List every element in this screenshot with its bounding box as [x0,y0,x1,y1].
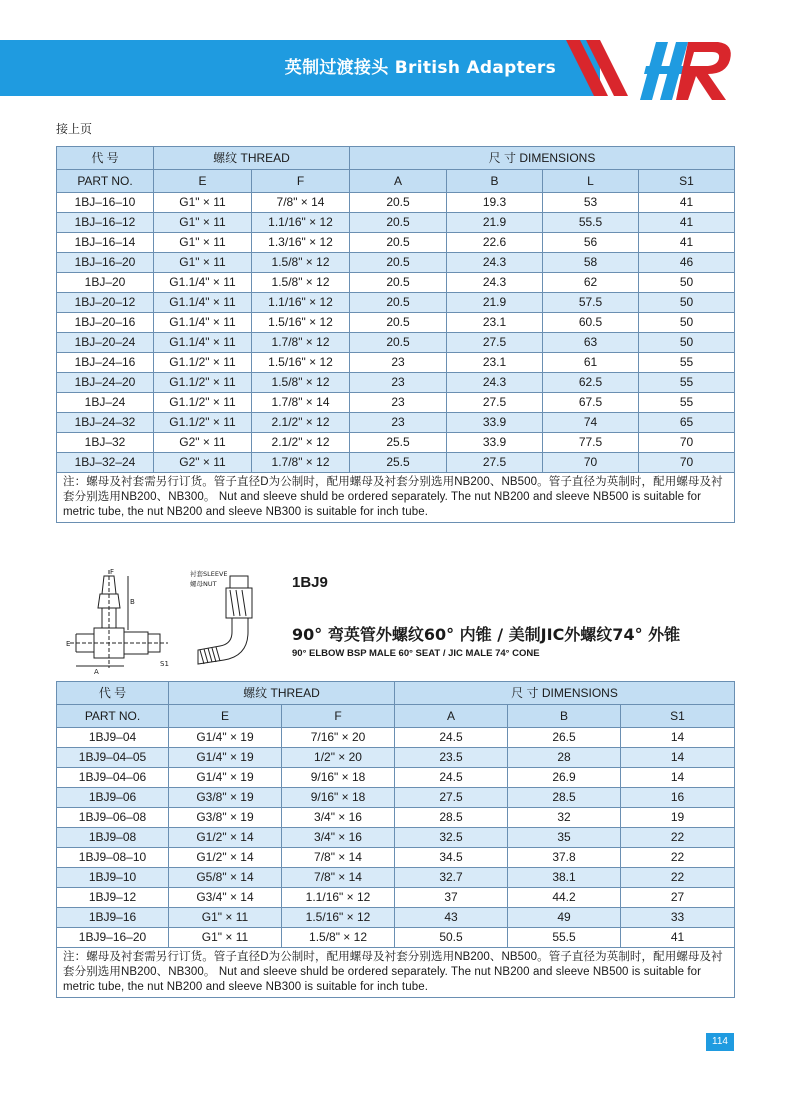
table-cell: 1BJ9–04–05 [57,748,169,768]
col-header-b: B [508,705,621,728]
table-row [57,193,735,213]
table-cell: 22 [621,868,735,888]
table-cell: 24.3 [447,373,543,393]
table-cell: G5/8" × 14 [169,868,282,888]
table-cell: G1.1/2" × 11 [154,393,252,413]
table-row [57,808,735,828]
code-header-cn: 代 号 [57,147,154,170]
table-cell: G1.1/4" × 11 [154,293,252,313]
page-number: 114 [706,1033,734,1051]
table-cell: 24.5 [395,728,508,748]
table-cell: 1.1/16" × 12 [252,293,350,313]
product-code: 1BJ9 [292,574,328,591]
table-cell: 22 [621,828,735,848]
table-cell: 62 [543,273,639,293]
table-cell: 1.5/8" × 12 [252,253,350,273]
table-cell: 23 [350,373,447,393]
thread-header: 螺纹 THREAD [154,147,350,170]
table-cell: 32.7 [395,868,508,888]
dimension-drawing [64,568,174,676]
table-cell: 56 [543,233,639,253]
table-cell: 41 [639,233,735,253]
table-cell: 34.5 [395,848,508,868]
table-cell: 65 [639,413,735,433]
dim-label-b: B [130,598,135,606]
table-cell: 1BJ–16–10 [57,193,154,213]
table-cell: 63 [543,333,639,353]
table-cell: G1.1/2" × 11 [154,373,252,393]
table-cell: G1" × 11 [169,908,282,928]
table-cell: 27.5 [447,333,543,353]
table-cell: 62.5 [543,373,639,393]
table-cell: 9/16" × 18 [282,788,395,808]
table-cell: 1.1/16" × 12 [252,213,350,233]
table-cell: 74 [543,413,639,433]
table-cell: 24.3 [447,253,543,273]
table-cell: 33.9 [447,413,543,433]
table-cell: 27.5 [395,788,508,808]
table-cell: G2" × 11 [154,453,252,473]
table-row [57,433,735,453]
table-cell: 50 [639,313,735,333]
table-cell: 41 [639,193,735,213]
dim-label-s1: S1 [160,660,169,668]
table-cell: G1" × 11 [154,213,252,233]
table-cell: 1BJ9–08–10 [57,848,169,868]
table-cell: G1/4" × 19 [169,748,282,768]
table-cell: 1BJ9–06 [57,788,169,808]
col-header-s1: S1 [621,705,735,728]
table-cell: 27.5 [447,393,543,413]
table-cell: 1BJ–24–16 [57,353,154,373]
table-cell: 60.5 [543,313,639,333]
col-header-e: E [169,705,282,728]
table-cell: 3/4" × 16 [282,828,395,848]
col-header-s1: S1 [639,170,735,193]
table-cell: 50.5 [395,928,508,948]
table-row [57,908,735,928]
page-title: 英制过渡接头 British Adapters [284,58,556,78]
table-cell: 21.9 [447,213,543,233]
table-cell: 1BJ–20–24 [57,333,154,353]
table-cell: 20.5 [350,313,447,333]
table-cell: 1BJ–32–24 [57,453,154,473]
table-cell: 1BJ9–16 [57,908,169,928]
table-cell: 1BJ9–16–20 [57,928,169,948]
table-cell: 1BJ9–04 [57,728,169,748]
table-cell: 49 [508,908,621,928]
dim-label-e: E [66,640,71,648]
table-cell: 14 [621,728,735,748]
table-cell: 50 [639,333,735,353]
table-cell: G1" × 11 [154,233,252,253]
table-cell: G1/4" × 19 [169,728,282,748]
table-cell: 41 [621,928,735,948]
table-cell: 1BJ–24–32 [57,413,154,433]
col-header-a: A [350,170,447,193]
table-cell: 67.5 [543,393,639,413]
table-cell: 20.5 [350,273,447,293]
order-note: 注：螺母及衬套需另行订货。管子直径D为公制时，配用螺母及衬套分别选用NB200、NB500。管子直径为英制时，配用螺母及衬套分别选用NB200、NB300。 Nut and sleeve shuld be ordered separately. The nut NB200 and sleeve NB500 is suitable for metric tube, the nut NB200 and sleeve NB300 is suitable for inch tube. [57,473,735,523]
table-cell: 23.1 [447,313,543,333]
table-cell: 23 [350,393,447,413]
table-cell: 20.5 [350,293,447,313]
table-note-row [57,948,735,998]
table-row [57,453,735,473]
fitting-3d-drawing [186,568,282,668]
table-cell: 28.5 [395,808,508,828]
nut-label: 螺母NUT [190,580,217,588]
table-cell: G1.1/2" × 11 [154,353,252,373]
table-cell: 20.5 [350,213,447,233]
table-cell: 23.5 [395,748,508,768]
table-cell: 7/8" × 14 [252,193,350,213]
table-cell: G1.1/4" × 11 [154,333,252,353]
order-note: 注：螺母及衬套需另行订货。管子直径D为公制时，配用螺母及衬套分别选用NB200、NB500。管子直径为英制时，配用螺母及衬套分别选用NB200、NB300。 Nut and sleeve shuld be ordered separately. The nut NB200 and sleeve NB500 is suitable for metric tube, the nut NB200 and sleeve NB300 is suitable for inch tube. [57,948,735,998]
table-row [57,273,735,293]
table-cell: 61 [543,353,639,373]
table-cell: G1.1/2" × 11 [154,413,252,433]
col-header-f: F [282,705,395,728]
table-cell: 37 [395,888,508,908]
table-row [57,928,735,948]
table-cell: 55.5 [508,928,621,948]
table-row [57,828,735,848]
table-row [57,293,735,313]
table-cell: 44.2 [508,888,621,908]
dimensions-header: 尺 寸 DIMENSIONS [395,682,735,705]
table-cell: G1/2" × 14 [169,828,282,848]
table-cell: 14 [621,748,735,768]
table-cell: 1.7/8" × 12 [252,453,350,473]
table-row [57,888,735,908]
table-cell: 43 [395,908,508,928]
table-cell: 14 [621,768,735,788]
table-cell: 53 [543,193,639,213]
product-title-cn: 90° 弯英管外螺纹60° 内锥 / 美制JIC外螺纹74° 外锥 [292,625,681,644]
table-cell: G1/4" × 19 [169,768,282,788]
table-cell: 55 [639,373,735,393]
table-row [57,413,735,433]
col-header-a: A [395,705,508,728]
table-cell: 1.5/16" × 12 [282,908,395,928]
table-row [57,313,735,333]
table-cell: 20.5 [350,253,447,273]
table-cell: 25.5 [350,453,447,473]
table-cell: 20.5 [350,333,447,353]
table-cell: 1BJ–16–12 [57,213,154,233]
code-header-cn: 代 号 [57,682,169,705]
table-cell: 1BJ–16–14 [57,233,154,253]
table-cell: 23.1 [447,353,543,373]
table-cell: 27 [621,888,735,908]
col-header-e: E [154,170,252,193]
table-cell: 7/16" × 20 [282,728,395,748]
table-cell: 22 [621,848,735,868]
table-cell: 23 [350,353,447,373]
table-cell: 1.5/16" × 12 [252,313,350,333]
table-cell: G3/4" × 14 [169,888,282,908]
table-cell: 50 [639,293,735,313]
table-cell: 1.3/16" × 12 [252,233,350,253]
col-header-b: B [447,170,543,193]
table-cell: 20.5 [350,233,447,253]
table-cell: 26.5 [508,728,621,748]
table-row [57,848,735,868]
table-cell: 1BJ9–06–08 [57,808,169,828]
table-cell: 7/8" × 14 [282,868,395,888]
table-cell: 1.5/8" × 12 [282,928,395,948]
table-cell: G1" × 11 [154,193,252,213]
table-row [57,213,735,233]
table-cell: 32 [508,808,621,828]
table-cell: 70 [639,453,735,473]
table-cell: 37.8 [508,848,621,868]
table-cell: G3/8" × 19 [169,808,282,828]
table-cell: 21.9 [447,293,543,313]
table-cell: G2" × 11 [154,433,252,453]
dimension-table-1bj [56,146,735,523]
table-cell: G1/2" × 14 [169,848,282,868]
table-cell: 1BJ9–08 [57,828,169,848]
table-cell: 26.9 [508,768,621,788]
code-header-en: PART NO. [57,705,169,728]
table-row [57,393,735,413]
col-header-f: F [252,170,350,193]
table-cell: 23 [350,413,447,433]
table-cell: 7/8" × 14 [282,848,395,868]
table-cell: 16 [621,788,735,808]
table-cell: 28 [508,748,621,768]
table-cell: 1.1/16" × 12 [282,888,395,908]
table-cell: 22.6 [447,233,543,253]
table-cell: 55 [639,393,735,413]
table-row [57,353,735,373]
table-cell: 50 [639,273,735,293]
table-cell: 19.3 [447,193,543,213]
dim-label-f: F [110,568,115,576]
table-cell: G1.1/4" × 11 [154,273,252,293]
table-cell: 1BJ–24 [57,393,154,413]
table-cell: 2.1/2" × 12 [252,433,350,453]
table-row [57,233,735,253]
brand-logo [630,28,740,108]
table-cell: 55.5 [543,213,639,233]
table-note-row [57,473,735,523]
table-cell: 9/16" × 18 [282,768,395,788]
table-cell: 24.3 [447,273,543,293]
table-cell: 20.5 [350,193,447,213]
table-row [57,788,735,808]
table-cell: G3/8" × 19 [169,788,282,808]
table-cell: 35 [508,828,621,848]
table-cell: 70 [543,453,639,473]
table-cell: 41 [639,213,735,233]
continued-label: 接上页 [56,122,93,136]
table-cell: 1.5/8" × 12 [252,373,350,393]
dimensions-header: 尺 寸 DIMENSIONS [350,147,735,170]
table-cell: 27.5 [447,453,543,473]
table-cell: 57.5 [543,293,639,313]
table-cell: 1BJ9–04–06 [57,768,169,788]
table-cell: 77.5 [543,433,639,453]
header-stripes [560,40,640,96]
table-cell: 1.7/8" × 14 [252,393,350,413]
table-cell: 3/4" × 16 [282,808,395,828]
table-cell: 46 [639,253,735,273]
table-cell: G1" × 11 [169,928,282,948]
table-cell: 32.5 [395,828,508,848]
table-cell: 25.5 [350,433,447,453]
table-cell: G1.1/4" × 11 [154,313,252,333]
table-cell: 38.1 [508,868,621,888]
table-cell: 24.5 [395,768,508,788]
col-header-l: L [543,170,639,193]
sleeve-label: 衬套SLEEVE [190,570,228,578]
table-row [57,728,735,748]
dim-label-a: A [94,668,99,676]
table-row [57,768,735,788]
table-cell: 1.5/16" × 12 [252,353,350,373]
table-row [57,868,735,888]
table-cell: 1BJ9–12 [57,888,169,908]
table-cell: 1/2" × 20 [282,748,395,768]
table-cell: 28.5 [508,788,621,808]
table-cell: 1BJ9–10 [57,868,169,888]
table-row [57,748,735,768]
table-row [57,253,735,273]
table-cell: 70 [639,433,735,453]
table-cell: 2.1/2" × 12 [252,413,350,433]
header-banner [0,40,600,96]
table-cell: 1BJ–20 [57,273,154,293]
dimension-table-1bj9 [56,681,735,998]
table-cell: 33.9 [447,433,543,453]
table-cell: 1BJ–24–20 [57,373,154,393]
table-cell: 58 [543,253,639,273]
table-cell: 1BJ–32 [57,433,154,453]
table-cell: 33 [621,908,735,928]
code-header-en: PART NO. [57,170,154,193]
product-title-en: 90° ELBOW BSP MALE 60° SEAT / JIC MALE 74° CONE [292,648,540,659]
table-cell: G1" × 11 [154,253,252,273]
table-cell: 19 [621,808,735,828]
table-cell: 1BJ–20–12 [57,293,154,313]
table-cell: 1.7/8" × 12 [252,333,350,353]
table-row [57,333,735,353]
table-cell: 55 [639,353,735,373]
thread-header: 螺纹 THREAD [169,682,395,705]
table-cell: 1BJ–16–20 [57,253,154,273]
table-cell: 1BJ–20–16 [57,313,154,333]
table-cell: 1.5/8" × 12 [252,273,350,293]
table-row [57,373,735,393]
